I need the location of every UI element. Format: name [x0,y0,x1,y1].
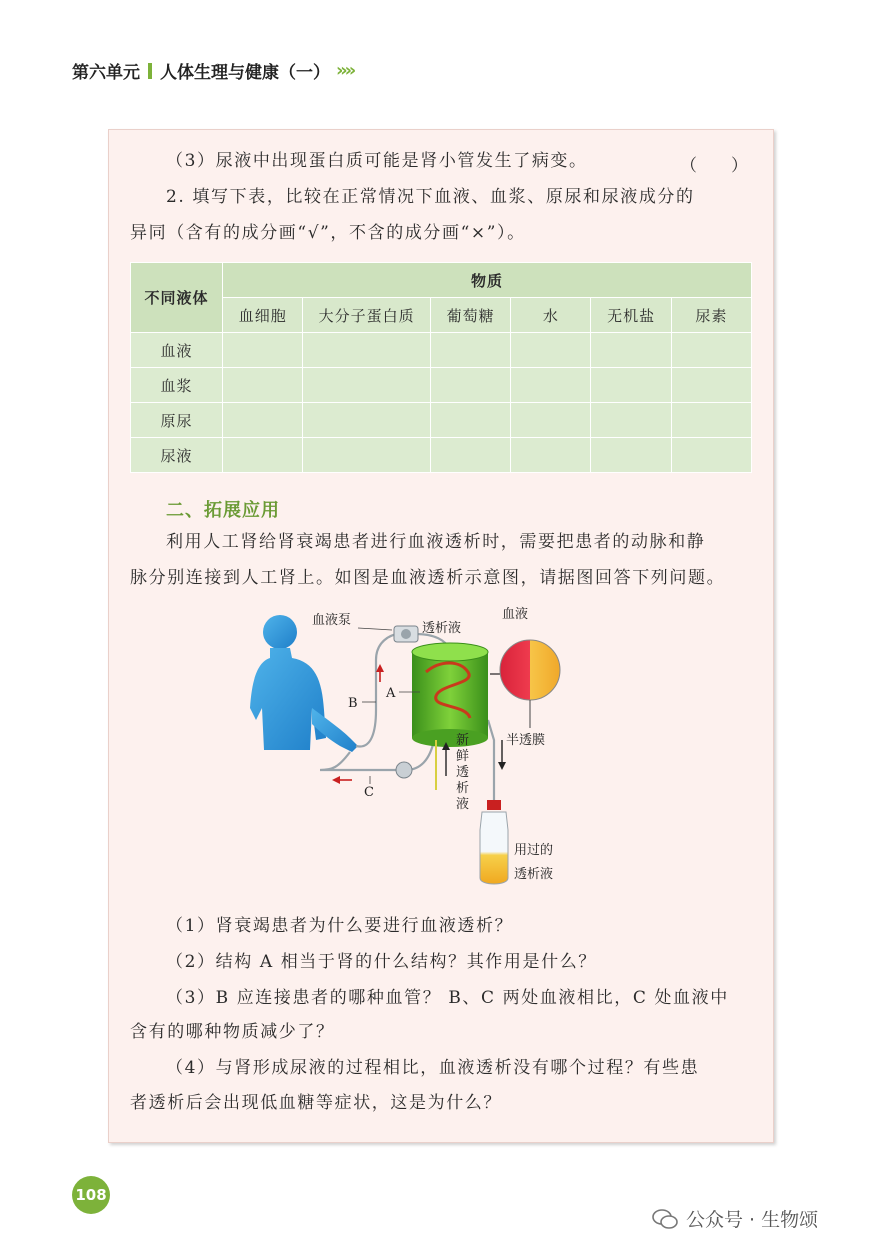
table-col-header: 水 [511,298,591,333]
table-row-header: 血浆 [131,368,223,403]
table-cell[interactable] [431,403,511,438]
table-row [131,368,752,403]
label-b: B [348,696,358,711]
label-pump: 血液泵 [312,613,352,628]
table-col-header: 葡萄糖 [431,298,511,333]
header-divider [148,63,152,79]
table-cell[interactable] [671,438,751,473]
question-2: （2）结构 A 相当于肾的什么结构？其作用是什么？ [166,952,597,972]
table-cell[interactable] [511,403,591,438]
question-1: （1）肾衰竭患者为什么要进行血液透析？ [166,916,514,936]
table-row-header: 血液 [131,333,223,368]
table-cell[interactable] [591,368,671,403]
question-3-line1: （3）B 应连接患者的哪种血管？ B、C 两处血液相比，C 处血液中 [166,988,729,1008]
table-cell[interactable] [303,333,431,368]
patient-figure [250,615,358,752]
table-col-header: 无机盐 [591,298,671,333]
label-blood: 血液 [502,607,529,622]
watermark [652,1205,818,1232]
section-title: 二、拓展应用 [166,500,280,521]
blood-pump [394,626,418,642]
bubble-trap [396,762,412,778]
table-col-header: 尿素 [671,298,751,333]
table-cell[interactable] [671,403,751,438]
label-membrane: 半透膜 [506,733,546,748]
table-cell[interactable] [303,403,431,438]
label-fresh-3: 透 [456,765,470,780]
table-cell[interactable] [223,368,303,403]
label-fresh-1: 新 [456,733,470,748]
label-used-1: 用过的 [514,843,554,858]
table-cell[interactable] [223,333,303,368]
question-3-line2: 含有的哪种物质减少了？ [130,1022,335,1042]
answer-parenthesis[interactable]: （ ） [680,156,748,176]
table-cell[interactable] [671,368,751,403]
table-cell[interactable] [431,333,511,368]
table-col-header: 血细胞 [223,298,303,333]
membrane-magnifier [490,640,560,728]
table-cell[interactable] [591,403,671,438]
table-cell[interactable] [431,438,511,473]
table-cell[interactable] [223,438,303,473]
label-dialysate: 透析液 [422,621,462,636]
table-row [131,438,752,473]
waste-bottle [480,800,508,884]
exercise2-line1: 2. 填写下表，比较在正常情况下血液、血浆、原尿和尿液成分的 [166,187,695,207]
table-row [131,333,752,368]
chapter-header [72,58,353,83]
section-intro-line2: 脉分别连接到人工肾上。如图是血液透析示意图，请据图回答下列问题。 [130,568,726,588]
label-used-2: 透析液 [514,867,554,882]
wechat-icon [652,1209,678,1229]
question-4-line1: （4）与肾形成尿液的过程相比，血液透析没有哪个过程？有些患 [166,1058,700,1078]
label-fresh-4: 析 [456,781,470,796]
comparison-table [130,262,752,473]
table-cell[interactable] [431,368,511,403]
label-fresh-5: 液 [456,797,470,812]
table-row-header: 原尿 [131,403,223,438]
table-cell[interactable] [671,333,751,368]
table-row [131,403,752,438]
table-cell[interactable] [511,438,591,473]
tube-c [320,752,400,770]
table-group-header: 物质 [223,263,752,298]
table-cell[interactable] [591,333,671,368]
unit-label: 第六单元 [72,63,140,83]
label-fresh-2: 鲜 [456,749,470,764]
table-row-header: 尿液 [131,438,223,473]
table-corner-header: 不同液体 [131,263,223,333]
watermark-text: 公众号 · 生物颂 [686,1209,819,1231]
question-4-line2: 者透析后会出现低血糖等症状，这是为什么？ [130,1093,502,1113]
table-cell[interactable] [591,438,671,473]
unit-title: 人体生理与健康（一） [160,63,330,83]
dialyzer [412,643,488,747]
tube-waste [488,720,494,800]
double-chevron-icon: »» [336,60,354,81]
exercise2-line2: 异同（含有的成分画“√”，不含的成分画“×”）。 [130,223,526,243]
table-cell[interactable] [511,333,591,368]
exercise1-item3: （3）尿液中出现蛋白质可能是肾小管发生了病变。 [166,151,588,171]
table-col-header: 大分子蛋白质 [303,298,431,333]
section-intro-line1: 利用人工肾给肾衰竭患者进行血液透析时，需要把患者的动脉和静 [166,532,706,552]
label-c: C [364,785,374,800]
table-cell[interactable] [511,368,591,403]
page-number: 108 [72,1176,110,1214]
table-cell[interactable] [303,438,431,473]
dialysis-diagram [240,600,580,892]
table-cell[interactable] [223,403,303,438]
label-a: A [386,686,396,701]
table-cell[interactable] [303,368,431,403]
